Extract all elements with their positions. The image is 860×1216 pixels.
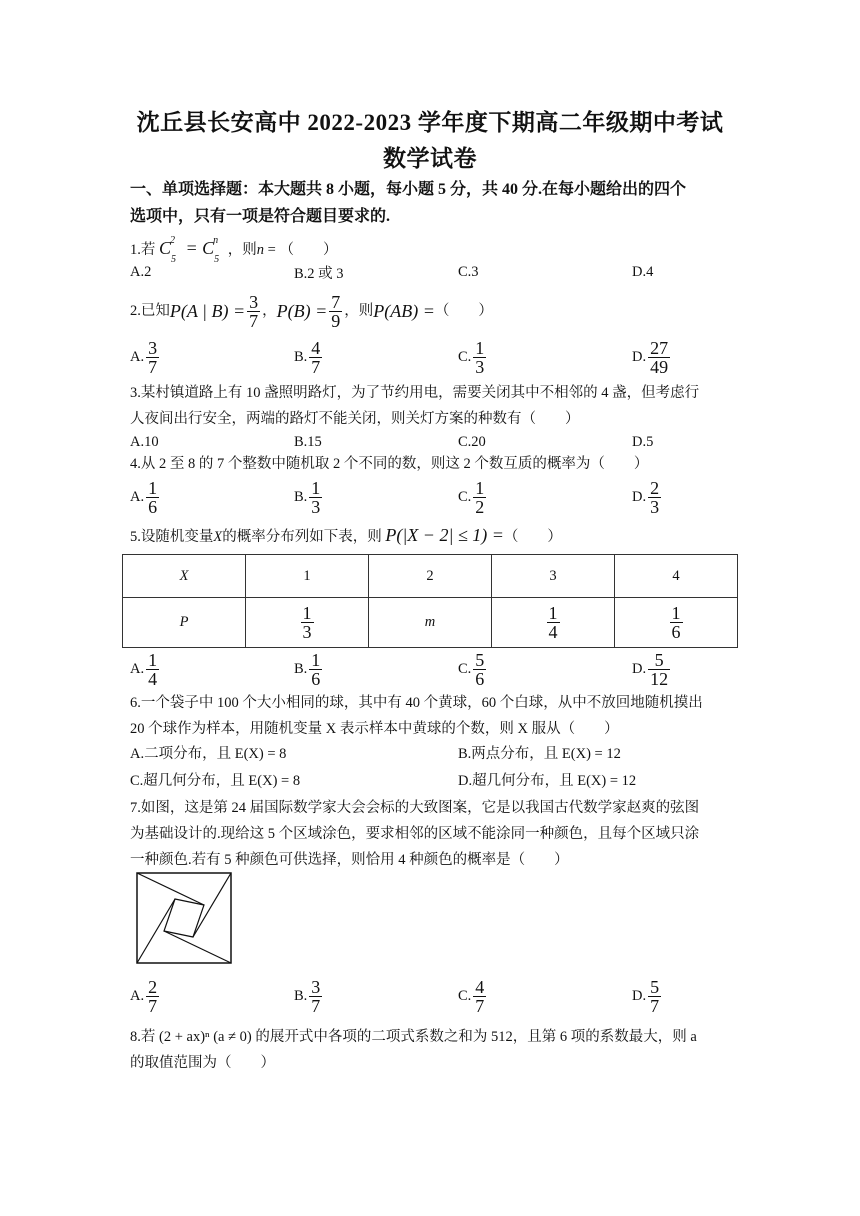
zhao-shuang-string-diagram	[136, 872, 232, 964]
option-a[interactable]: A. $\frac{3}{7}$	[130, 337, 158, 377]
option-c[interactable]: C. $\frac{5}{6}$	[458, 649, 485, 689]
table-cell: P	[123, 598, 246, 648]
question-6-options-row1	[130, 742, 740, 766]
question-1-options	[130, 260, 740, 284]
table-row	[123, 555, 738, 598]
option-a[interactable]: A.10	[130, 433, 159, 450]
question-6-line2: 20 个球作为样本，用随机变量 X 表示样本中黄球的个数，则 X 服从（ ）	[130, 721, 619, 737]
table-cell: 1	[246, 555, 369, 598]
question-7-options	[130, 972, 740, 1020]
table-cell: m	[369, 598, 492, 648]
option-d[interactable]: D. $\frac{5}{12}$	[632, 649, 669, 689]
option-a[interactable]: A. $\frac{1}{4}$	[130, 649, 158, 689]
option-b[interactable]: B.两点分布，且 E(X) = 12	[458, 746, 621, 762]
question-3-line2: 人夜间出行安全，两端的路灯不能关闭，则关灯方案的种数有（ ）	[130, 411, 580, 427]
question-2: 2.已知 P(A | B) = $\frac{3}{7}$ ， P(B) = $\frac{7}{9}$ ，则 P(AB) = （ ）	[130, 291, 493, 331]
option-d[interactable]: D.4	[632, 263, 654, 280]
table-cell: $\frac{1}{6}$	[615, 598, 738, 648]
option-c[interactable]: C.20	[458, 433, 486, 450]
question-2-options	[130, 333, 740, 381]
table-cell: 3	[492, 555, 615, 598]
question-6-options-row2	[130, 769, 740, 793]
question-7-line2: 为基础设计的.现给这 5 个区域涂色，要求相邻的区域不能涂同一种颜色，且每个区域只涂	[130, 826, 700, 842]
option-b[interactable]: B. $\frac{1}{6}$	[294, 649, 321, 689]
question-8-line1: 8.若 (2 + ax)ⁿ (a ≠ 0) 的展开式中各项的二项式系数之和为 512，且第 6 项的系数最大，则 a	[130, 1029, 697, 1045]
exam-title: 沈丘县长安高中 2022-2023 学年度下期高二年级期中考试	[136, 110, 724, 135]
option-c[interactable]: C. $\frac{1}{3}$	[458, 337, 485, 377]
probability-distribution-table	[122, 554, 738, 648]
table-cell: 2	[369, 555, 492, 598]
option-b[interactable]: B. $\frac{3}{7}$	[294, 976, 321, 1016]
option-d[interactable]: D. $\frac{5}{7}$	[632, 976, 660, 1016]
option-c[interactable]: C.3	[458, 263, 479, 280]
option-b[interactable]: B.15	[294, 433, 322, 450]
option-d[interactable]: D.超几何分布，且 E(X) = 12	[458, 773, 637, 789]
table-cell: $\frac{1}{3}$	[246, 598, 369, 648]
section-header-line2: 选项中，只有一项是符合题目要求的.	[130, 208, 391, 225]
option-c[interactable]: C.超几何分布，且 E(X) = 8	[130, 773, 301, 789]
question-1: 1.若 $C_5^2 = C_5^n$ ，则n = （ ）	[130, 235, 338, 265]
question-3-line1: 3.某村镇道路上有 10 盏照明路灯，为了节约用电，需要关闭其中不相邻的 4 盏，但考虑行	[130, 385, 700, 401]
option-b[interactable]: B. $\frac{1}{3}$	[294, 477, 321, 517]
option-d[interactable]: D. $\frac{27}{49}$	[632, 337, 669, 377]
option-a[interactable]: A. $\frac{2}{7}$	[130, 976, 158, 1016]
section-header-line1: 一、单项选择题：本大题共 8 小题，每小题 5 分，共 40 分.在每小题给出的四个	[130, 181, 687, 198]
option-c[interactable]: C. $\frac{4}{7}$	[458, 976, 485, 1016]
option-b[interactable]: B.2 或 3	[294, 265, 344, 282]
fraction: $\frac{3}{7}$	[249, 291, 259, 331]
option-a[interactable]: A. $\frac{1}{6}$	[130, 477, 158, 517]
question-5: 5.设随机变量X的概率分布列如下表，则 P(|X − 2| ≤ 1) =（ ）	[130, 525, 562, 545]
exam-subtitle: 数学试卷	[383, 146, 477, 171]
table-row	[123, 598, 738, 648]
table-cell: $\frac{1}{4}$	[492, 598, 615, 648]
question-4-options	[130, 473, 740, 521]
question-7-line1: 7.如图，这是第 24 届国际数学家大会会标的大致图案，它是以我国古代数学家赵爽的弦图	[130, 800, 700, 816]
question-7-line3: 一种颜色.若有 5 种颜色可供选择，则恰用 4 种颜色的概率是（ ）	[130, 852, 569, 868]
question-4: 4.从 2 至 8 的 7 个整数中随机取 2 个不同的数，则这 2 个数互质的概率为（ ）	[130, 456, 649, 472]
option-a[interactable]: A.2	[130, 263, 152, 280]
table-cell: 4	[615, 555, 738, 598]
combination-expression: $C_5^2 = C_5^n$	[159, 235, 220, 265]
fraction: $\frac{7}{9}$	[331, 291, 341, 331]
option-b[interactable]: B. $\frac{4}{7}$	[294, 337, 321, 377]
table-cell: X	[123, 555, 246, 598]
option-c[interactable]: C. $\frac{1}{2}$	[458, 477, 485, 517]
option-d[interactable]: D. $\frac{2}{3}$	[632, 477, 660, 517]
question-6-line1: 6.一个袋子中 100 个大小相同的球，其中有 40 个黄球，60 个白球，从中不放回地随机摸出	[130, 695, 703, 711]
question-5-options	[130, 645, 740, 693]
question-8-line2: 的取值范围为（ ）	[130, 1055, 275, 1071]
option-a[interactable]: A.二项分布，且 E(X) = 8	[130, 746, 287, 762]
option-d[interactable]: D.5	[632, 433, 654, 450]
